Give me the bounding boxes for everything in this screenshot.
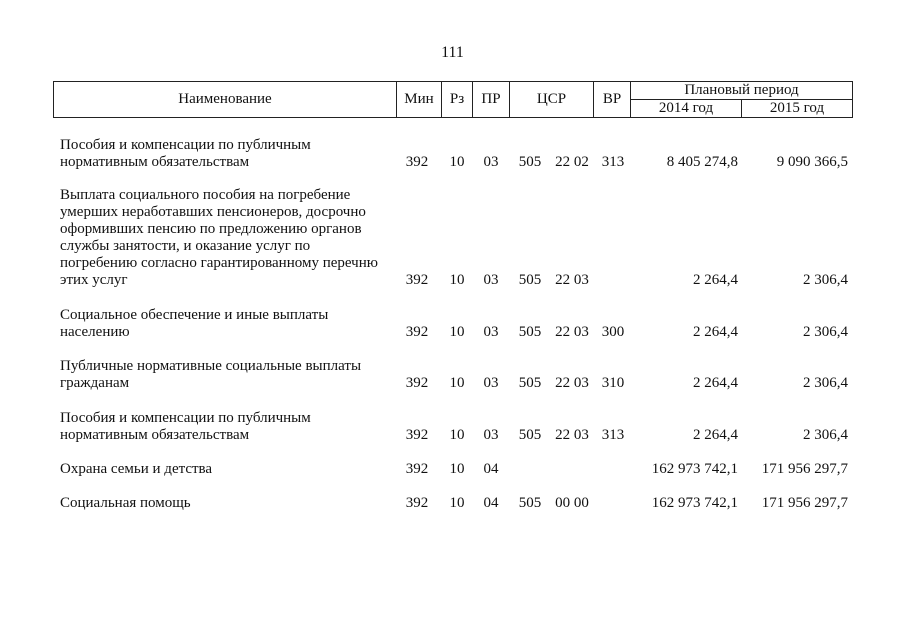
header-rz: Рз xyxy=(442,82,473,118)
row-pr: 03 xyxy=(483,272,499,288)
row-csr-item: 22 03 xyxy=(555,375,589,391)
row-pr: 03 xyxy=(483,324,499,340)
row-rz: 10 xyxy=(449,324,465,340)
row-csr-item: 00 00 xyxy=(555,495,589,511)
row-name: Пособия и компенсации по публичным нормативным обязательствам xyxy=(60,410,311,443)
table-row xyxy=(0,307,905,340)
row-pr: 04 xyxy=(483,461,499,477)
row-2015: 2 306,4 xyxy=(803,272,848,288)
header-plan-period: Плановый период xyxy=(631,82,853,100)
row-2014: 8 405 274,8 xyxy=(666,154,738,170)
row-min: 392 xyxy=(405,154,429,170)
row-name: Охрана семьи и детства xyxy=(60,461,213,477)
row-2014: 162 973 742,1 xyxy=(651,461,738,477)
row-rz: 10 xyxy=(449,375,465,391)
row-rz: 10 xyxy=(449,272,465,288)
row-2015: 2 306,4 xyxy=(803,324,848,340)
row-pr: 03 xyxy=(483,375,499,391)
row-min: 392 xyxy=(405,495,429,511)
header-year-2014: 2014 год xyxy=(631,100,742,118)
row-name: Социальное обеспечение и иные выплаты населению xyxy=(60,307,329,340)
row-min: 392 xyxy=(405,272,429,288)
row-2014: 2 264,4 xyxy=(693,375,738,391)
row-name: Публичные нормативные социальные выплаты гражданам xyxy=(60,358,362,391)
row-pr: 03 xyxy=(483,154,499,170)
row-pr: 03 xyxy=(483,427,499,443)
table-row xyxy=(0,187,905,288)
row-min: 392 xyxy=(405,375,429,391)
row-csr-item: 22 03 xyxy=(555,427,589,443)
row-2014: 162 973 742,1 xyxy=(651,495,738,511)
table-row xyxy=(0,410,905,443)
row-2015: 9 090 366,5 xyxy=(776,154,848,170)
row-csr-program: 505 xyxy=(518,324,542,340)
row-2014: 2 264,4 xyxy=(693,324,738,340)
header-year-2015: 2015 год xyxy=(742,100,853,118)
row-min: 392 xyxy=(405,461,429,477)
row-vr: 310 xyxy=(601,375,625,391)
row-rz: 10 xyxy=(449,495,465,511)
header-name: Наименование xyxy=(54,82,397,118)
row-vr: 300 xyxy=(601,324,625,340)
row-name: Социальная помощь xyxy=(60,495,191,511)
row-2015: 171 956 297,7 xyxy=(761,461,848,477)
row-min: 392 xyxy=(405,427,429,443)
row-vr: 313 xyxy=(601,427,625,443)
row-2014: 2 264,4 xyxy=(693,427,738,443)
row-csr-item: 22 03 xyxy=(555,324,589,340)
table-row xyxy=(0,358,905,391)
table-row xyxy=(0,137,905,170)
row-name: Пособия и компенсации по публичным нормативным обязательствам xyxy=(60,137,311,170)
row-rz: 10 xyxy=(449,427,465,443)
header-vr: ВР xyxy=(594,82,631,118)
header-csr: ЦСР xyxy=(510,82,594,118)
header-pr: ПР xyxy=(473,82,510,118)
row-vr: 313 xyxy=(601,154,625,170)
row-pr: 04 xyxy=(483,495,499,511)
row-rz: 10 xyxy=(449,461,465,477)
row-csr-program: 505 xyxy=(518,427,542,443)
row-2015: 2 306,4 xyxy=(803,427,848,443)
header-min: Мин xyxy=(397,82,442,118)
row-2014: 2 264,4 xyxy=(693,272,738,288)
row-csr-program: 505 xyxy=(518,272,542,288)
table-row xyxy=(0,461,905,477)
row-csr-program: 505 xyxy=(518,154,542,170)
table-header xyxy=(53,81,853,118)
row-csr-item: 22 02 xyxy=(555,154,589,170)
row-csr-program: 505 xyxy=(518,495,542,511)
row-2015: 2 306,4 xyxy=(803,375,848,391)
row-min: 392 xyxy=(405,324,429,340)
row-name: Выплата социального пособия на погребение умерших неработавших пенсионеров, досрочно оформивших пенсию по предложению органов службы занятости, и оказание услуг по погребению согласно гарантированному перечню этих услуг xyxy=(60,187,378,288)
page-number: 111 xyxy=(441,44,464,61)
table-row xyxy=(0,495,905,511)
row-rz: 10 xyxy=(449,154,465,170)
row-2015: 171 956 297,7 xyxy=(761,495,848,511)
row-csr-item: 22 03 xyxy=(555,272,589,288)
row-csr-program: 505 xyxy=(518,375,542,391)
